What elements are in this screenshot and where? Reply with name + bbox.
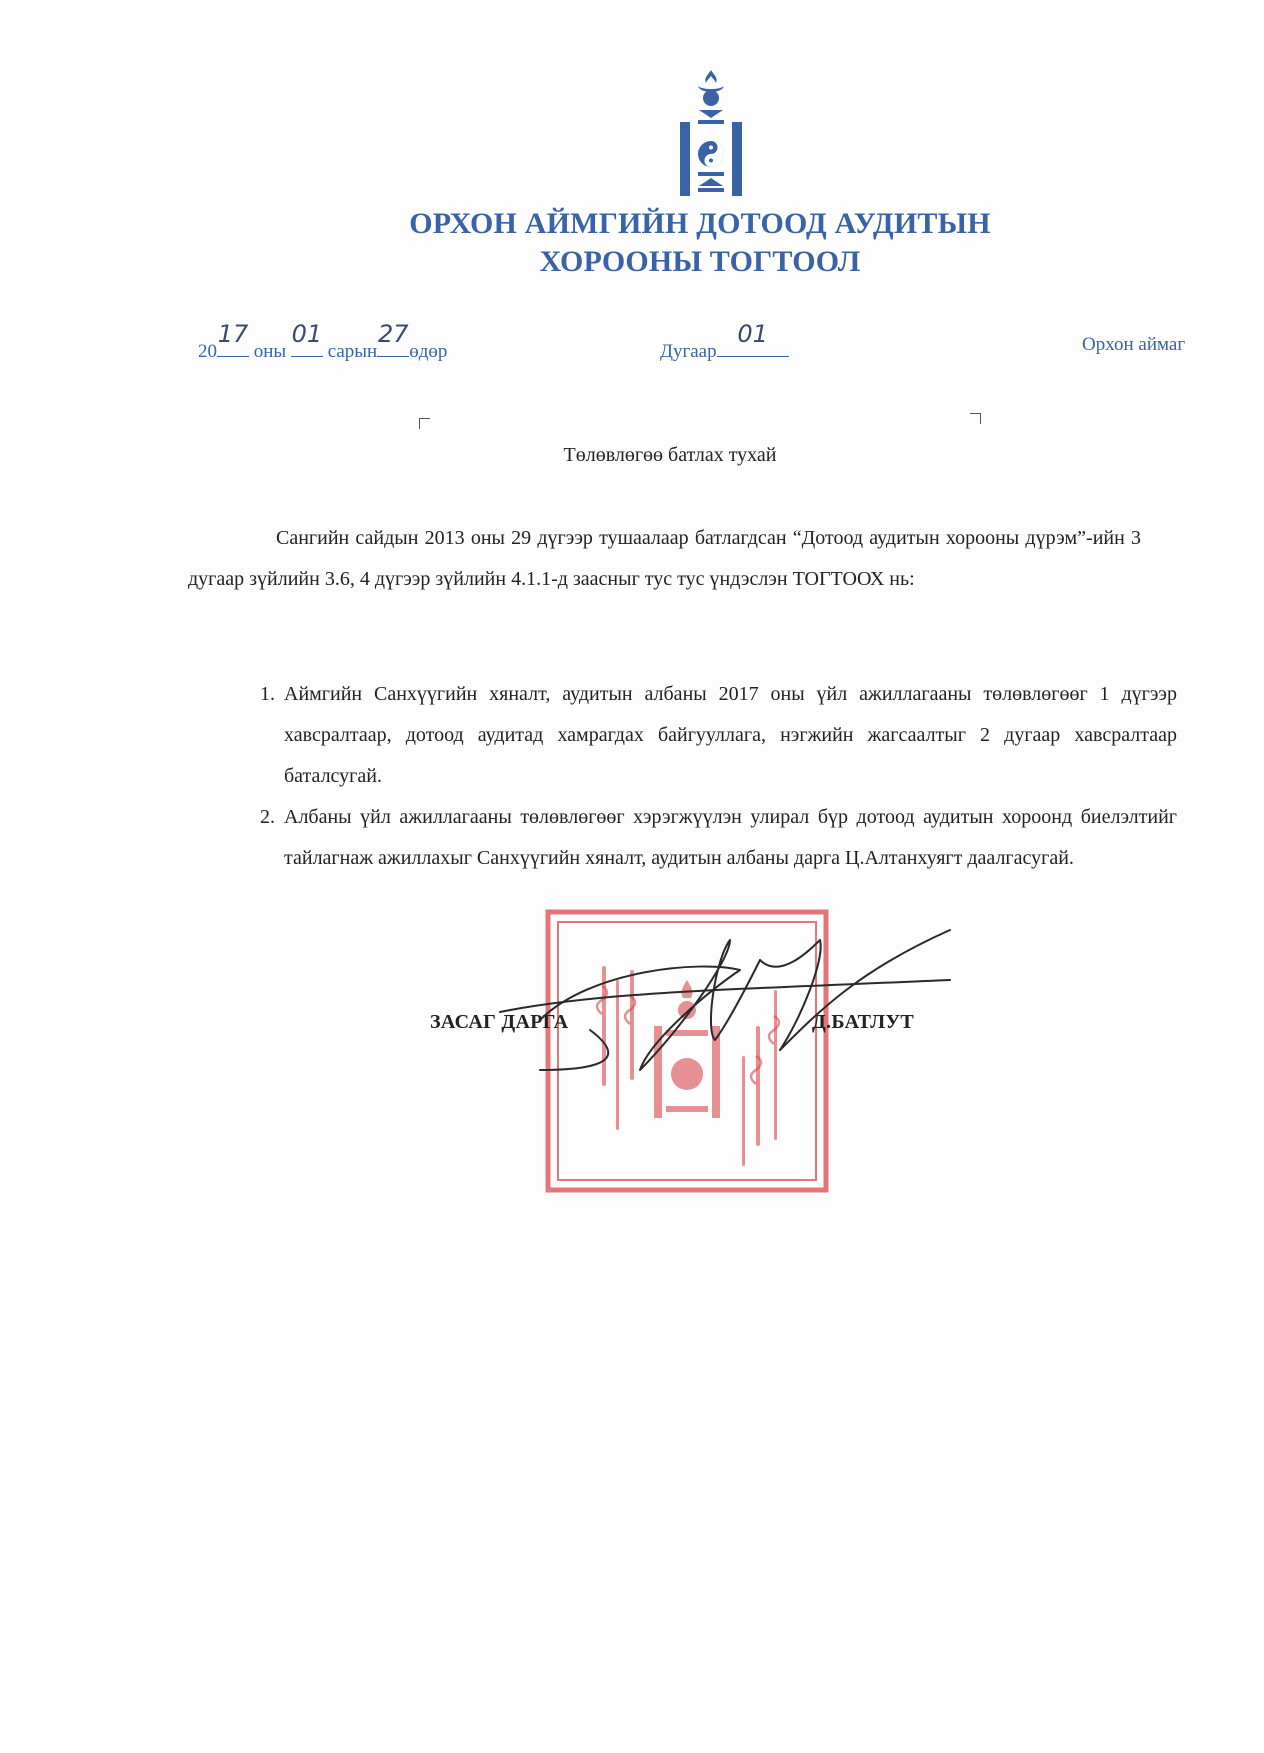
day-handwritten: 27 xyxy=(377,320,409,348)
resolution-list xyxy=(244,674,1177,879)
year-blank xyxy=(217,320,249,357)
signatory-title: ЗАСАГ ДАРГА xyxy=(430,1011,569,1033)
year-suffix: оны xyxy=(253,341,287,362)
day-blank xyxy=(377,320,409,357)
subject-bracket-right xyxy=(970,413,981,424)
list-item: 1. Аймгийн Санхүүгийн хяналт, аудитын албаны 2017 оны үйл ажиллагааны төлөвлөгөөг 1 дүгээр хавсралтаар, дотоод аудитад хамрагдах байгууллага, нэгжийн жагсаалтыг 2 дугаар хавсралтаар баталсугай. xyxy=(280,674,1177,797)
handwritten-signature xyxy=(480,920,960,1100)
day-suffix: өдөр xyxy=(409,341,448,362)
number-label: Дугаар xyxy=(660,341,717,362)
document-subject: Төлөвлөгөө батлах тухай xyxy=(563,444,777,466)
year-handwritten: 17 xyxy=(217,320,249,348)
header-title-line2: ХОРООНЫ ТОГТООЛ xyxy=(539,245,861,278)
month-suffix: сарын xyxy=(327,341,378,362)
number-blank xyxy=(717,320,789,357)
document-date xyxy=(198,320,448,363)
document-location: Орхон аймаг xyxy=(1082,334,1186,355)
number-handwritten: 01 xyxy=(737,320,768,348)
document-number xyxy=(660,320,789,363)
month-handwritten: 01 xyxy=(291,320,323,348)
soyombo-emblem-icon xyxy=(676,68,746,200)
subject-bracket-left xyxy=(419,418,430,429)
header-title-line1: ОРХОН АЙМГИЙН ДОТООД АУДИТЫН xyxy=(409,207,991,240)
year-prefix: 20 xyxy=(198,341,217,362)
month-blank xyxy=(291,320,323,357)
signatory-name: Д.БАТЛУТ xyxy=(812,1011,915,1033)
list-item: 2. Албаны үйл ажиллагааны төлөвлөгөөг хэрэгжүүлэн улирал бүр дотоод аудитын хороонд биелэлтийг тайлагнаж ажиллахыг Санхүүгийн хяналт, аудитын албаны дарга Ц.Алтанхуягт даалгасугай. xyxy=(280,797,1177,879)
intro-paragraph: Сангийн сайдын 2013 оны 29 дүгээр тушаалаар батлагдсан “Дотоод аудитын хорооны дүрэм”-ийн 3 дугаар зүйлийн 3.6, 4 дүгээр зүйлийн 4.1.1-д заасныг тус тус үндэслэн ТОГТООХ нь: xyxy=(188,527,1141,590)
